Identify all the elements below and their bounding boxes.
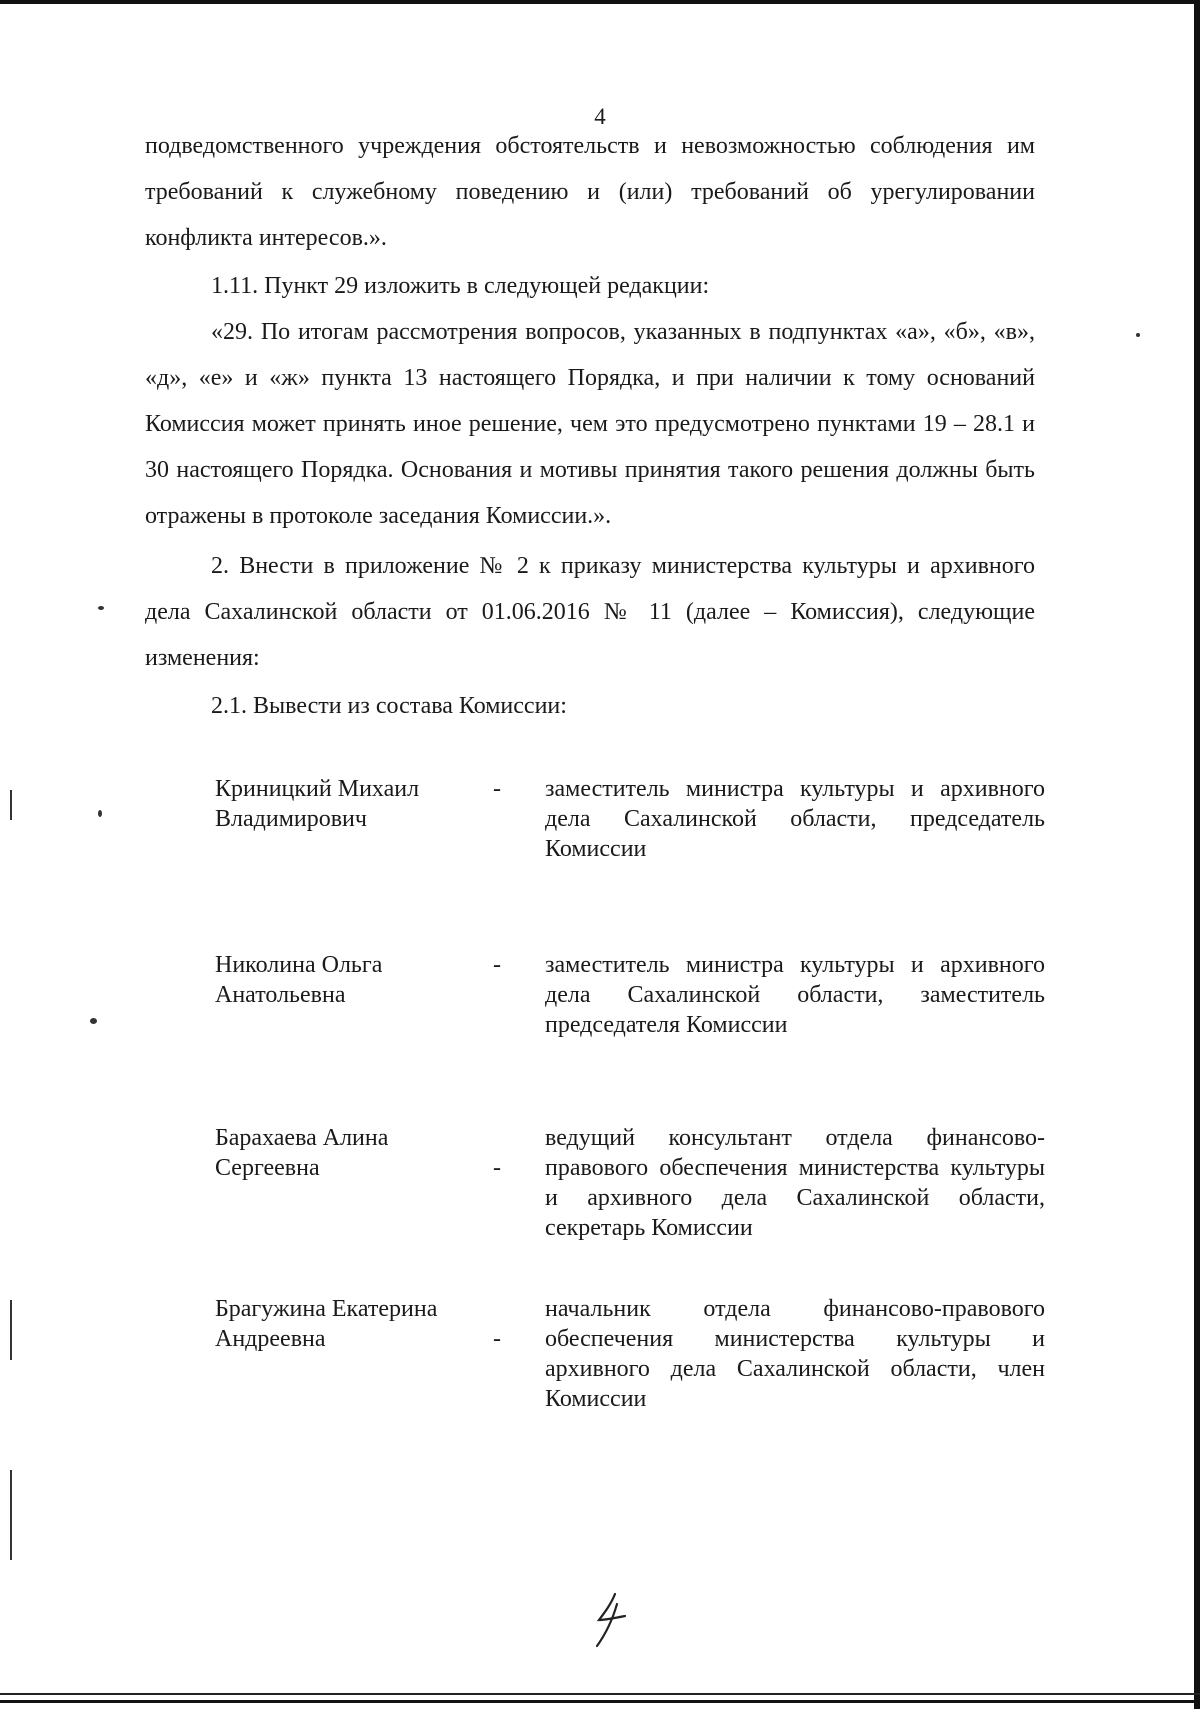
member-role: ведущий консультант отдела финансово-правового обеспечения министерства культуры и архивного дела Сахалинской области, секретарь Комиссии — [545, 1125, 1045, 1241]
scan-speck — [10, 1470, 12, 1560]
member-dash: - — [493, 776, 501, 802]
paragraph-point-29: «29. По итогам рассмотрения вопросов, указанных в подпунктах «а», «б», «в», «д», «е» и «ж» пункта 13 настоящего Порядка, и при наличии к тому оснований Комиссия может принять иное решение, чем это предусмотрено пунктами 19 – 28.1 и 30 настоящего Порядка. Основания и мотивы принятия такого решения должны быть отражены в протоколе заседания Комиссии.». — [145, 319, 1035, 529]
member-role: начальник отдела финансово-правового обеспечения министерства культуры и архивного дела Сахалинской области, член Комиссии — [545, 1296, 1045, 1412]
scan-speck — [98, 606, 104, 610]
member-dash: - — [493, 1326, 501, 1352]
paragraph-item-2: 2. Внести в приложение № 2 к приказу министерства культуры и архивного дела Сахалинской области от 01.06.2016 № 11 (далее – Комиссия), следующие изменения: — [145, 553, 1035, 671]
scan-speck — [10, 1300, 12, 1360]
member-name: Николина Ольга Анатольевна — [215, 952, 383, 1008]
scan-speck — [98, 810, 102, 817]
scan-speck — [10, 790, 12, 820]
member-role: заместитель министра культуры и архивного дела Сахалинской области, заместитель председателя Комиссии — [545, 952, 1045, 1038]
scan-speck — [1136, 333, 1140, 337]
page-number: 4 — [594, 104, 606, 129]
member-role: заместитель министра культуры и архивного дела Сахалинской области, председатель Комиссии — [545, 776, 1045, 862]
handwritten-page-mark — [585, 1590, 635, 1650]
paragraph-item-2-1: 2.1. Вывести из состава Комиссии: — [211, 693, 567, 719]
scan-edge-bottom-outer — [0, 1700, 1200, 1703]
member-name: Брагужина Екатерина Андреевна — [215, 1296, 438, 1352]
member-name: Барахаева Алина Сергеевна — [215, 1125, 389, 1181]
scan-speck — [90, 1018, 97, 1024]
paragraph-item-1-11: 1.11. Пункт 29 изложить в следующей редакции: — [211, 273, 710, 299]
scan-edge-top — [0, 0, 1200, 4]
member-dash: - — [493, 1155, 501, 1181]
member-name: Криницкий Михаил Владимирович — [215, 776, 420, 832]
scan-edge-right — [1194, 0, 1200, 1709]
paragraph-continuation: подведомственного учреждения обстоятельств и невозможностью соблюдения им требований к служебному поведению и (или) требований об урегулировании конфликта интересов.». — [145, 133, 1035, 251]
scan-edge-bottom — [0, 1693, 1200, 1695]
member-dash: - — [493, 952, 501, 978]
